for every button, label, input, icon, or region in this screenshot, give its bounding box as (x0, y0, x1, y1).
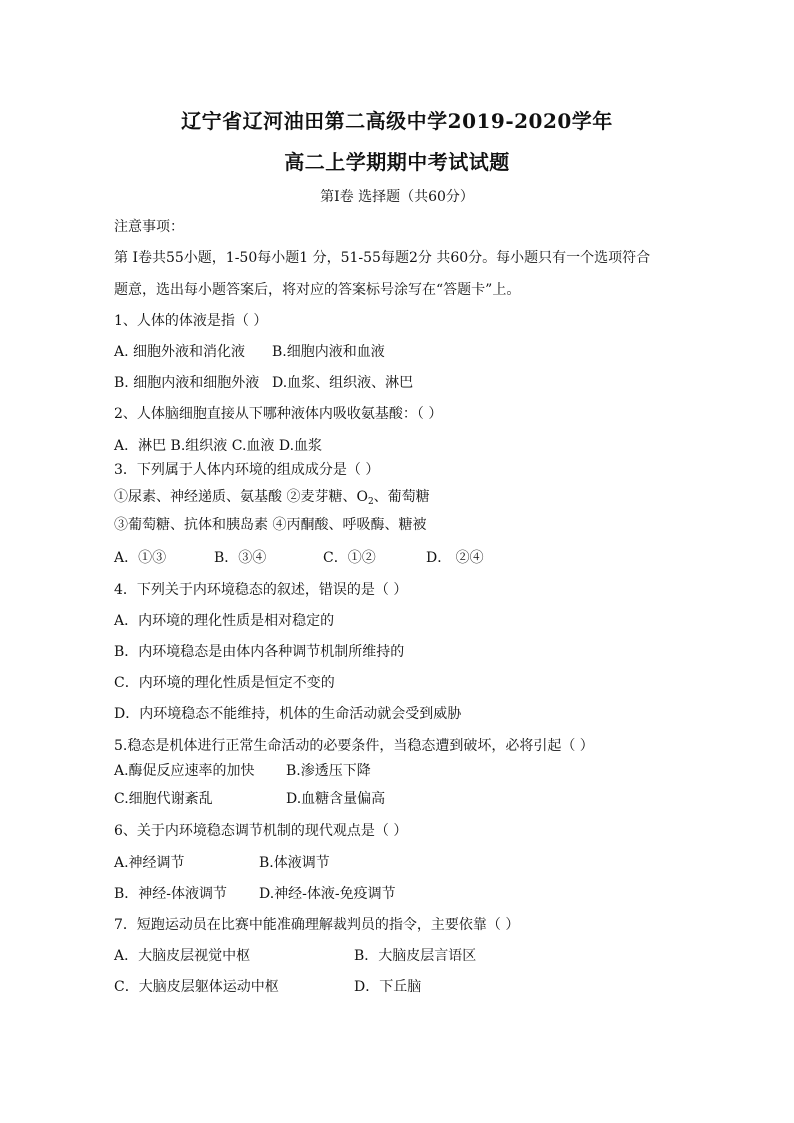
question-6-option-a: A.神经调节 (114, 855, 185, 871)
question-5-option-a: A.酶促反应速率的加快 (114, 763, 255, 779)
question-3-item-1 (114, 488, 430, 511)
question-1-stem: 1、人体的体液是指（ ） (114, 313, 268, 329)
question-1-option-d: D.血浆、组织液、淋巴 (272, 375, 414, 391)
question-7-option-b: B．大脑皮层言语区 (354, 948, 477, 964)
question-2-stem: 2、人体脑细胞直接从下哪种液体内吸收氨基酸：（ ） (114, 406, 443, 422)
question-1-option-a: A. 细胞外液和消化液 (114, 344, 246, 360)
notice-paragraph-1: 第 Ⅰ卷共55小题，1-50每小题1 分，51-55每题2分 共60分。每小题只有一个选项符合 (114, 250, 651, 266)
question-2-options: A．淋巴 B.组织液 C.血液 D.血浆 (114, 438, 323, 454)
question-3-item-1-tail: 、葡萄糖 (373, 489, 430, 505)
question-7-option-a: A．大脑皮层视觉中枢 (114, 948, 251, 964)
question-3-option-c: C．①② (323, 550, 376, 566)
oxygen-subscript: 2 (367, 497, 374, 507)
section-heading: 第Ⅰ卷 选择题（共60分） (320, 189, 474, 205)
exam-subtitle: 高二上学期期中考试试题 (284, 150, 510, 174)
question-4-option-d: D．内环境稳态不能维持，机体的生命活动就会受到威胁 (114, 706, 462, 722)
question-6-option-c: B．神经-体液调节 (114, 886, 228, 902)
question-3-option-a: A．①③ (114, 550, 167, 566)
question-7-option-c: C．大脑皮层躯体运动中枢 (114, 979, 279, 995)
notice-heading: 注意事项： (114, 219, 184, 235)
question-4-option-c: C．内环境的理化性质是恒定不变的 (114, 675, 335, 691)
question-3-item-2: ③葡萄糖、抗体和胰岛素 ④丙酮酸、呼吸酶、糖被 (114, 517, 427, 533)
question-7-option-d: D．下丘脑 (354, 979, 422, 995)
question-1-option-b: B.细胞内液和血液 (272, 344, 385, 360)
question-3-item-1-text: ①尿素、神经递质、氨基酸 ②麦芽糖、O (114, 489, 368, 505)
question-4-stem: 4．下列关于内环境稳态的叙述，错误的是（ ） (114, 582, 408, 598)
question-7-stem: 7．短跑运动员在比赛中能准确理解裁判员的指令，主要依靠（ ） (114, 917, 520, 933)
question-1-option-c: B. 细胞内液和细胞外液 (114, 375, 260, 391)
question-5-option-c: C.细胞代谢紊乱 (114, 791, 213, 807)
notice-paragraph-2: 题意，选出每小题答案后，将对应的答案标号涂写在“答题卡”上。 (114, 282, 521, 298)
question-3-option-b: B．③④ (214, 550, 267, 566)
question-3-option-d: D． ②④ (426, 550, 484, 566)
question-4-option-b: B．内环境稳态是由体内各种调节机制所维持的 (114, 644, 405, 660)
exam-title: 辽宁省辽河油田第二高级中学2019-2020学年 (181, 109, 613, 133)
question-6-option-b: B.体液调节 (259, 855, 330, 871)
question-5-option-d: D.血糖含量偏高 (286, 791, 386, 807)
question-4-option-a: A．内环境的理化性质是相对稳定的 (114, 613, 335, 629)
question-3-stem: 3．下列属于人体内环境的组成成分是（ ） (114, 462, 380, 478)
question-6-stem: 6、关于内环境稳态调节机制的现代观点是（ ） (114, 823, 408, 839)
question-5-option-b: B.渗透压下降 (286, 763, 371, 779)
question-6-option-d: D.神经-体液-免疫调节 (259, 886, 396, 902)
question-5-stem: 5.稳态是机体进行正常生命活动的必要条件，当稳态遭到破坏，必将引起（ ） (114, 738, 594, 754)
